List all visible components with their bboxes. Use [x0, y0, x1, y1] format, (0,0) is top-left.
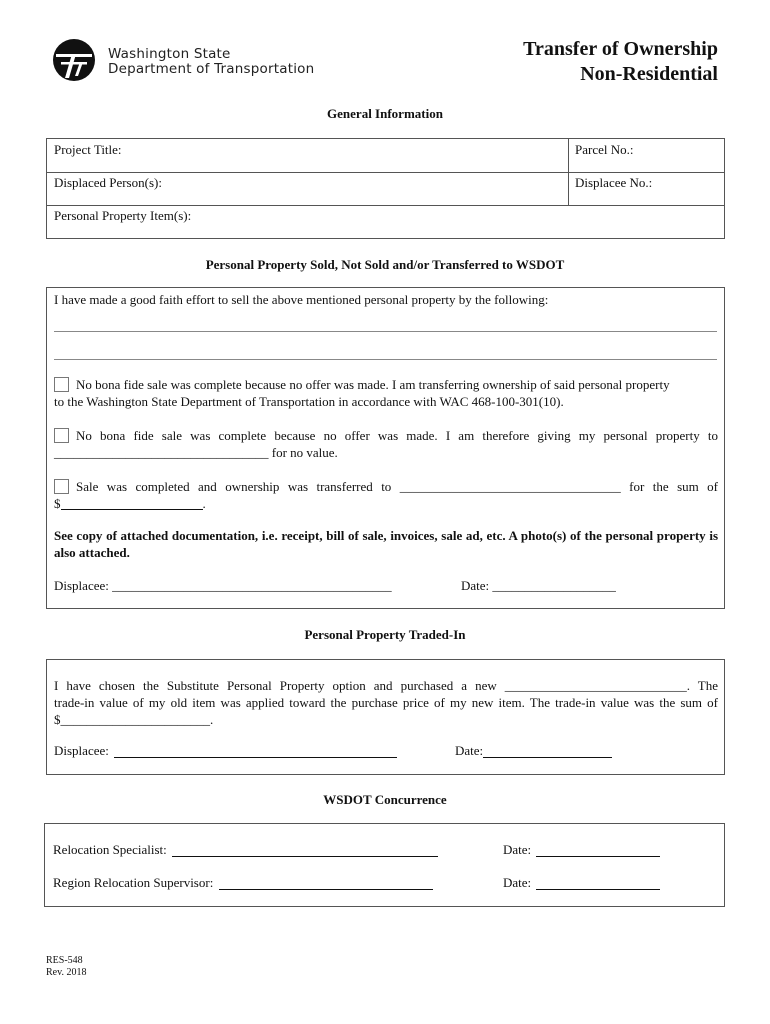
effort-line-1[interactable] [54, 331, 717, 332]
traded-date-label: Date: [455, 743, 484, 758]
sold-displacee-signature[interactable]: Displacee: ___________________________________________ [54, 578, 392, 593]
wsdot-logo-icon [52, 38, 96, 82]
option-give-line-2: _________________________________ for no value. [54, 445, 338, 460]
sale-dollar-sign: $ [54, 496, 61, 511]
option-transfer-line-2: to the Washington State Department of Transportation in accordance with WAC 468-100-301(10). [54, 394, 564, 409]
traded-displacee-label: Displacee: [54, 743, 109, 758]
form-number: RES-548 [46, 955, 83, 966]
specialist-date-field[interactable] [503, 841, 660, 858]
option-transfer-line-1: No bona fide sale was complete because no offer was made. I am transferring ownership of said personal property [76, 377, 670, 392]
supervisor-date-field[interactable] [503, 874, 660, 891]
agency-name [108, 47, 314, 77]
specialist-signature[interactable] [53, 841, 438, 858]
traded-date-field[interactable] [455, 742, 612, 759]
general-info-heading: General Information [327, 106, 443, 121]
parcel-no-field[interactable]: Parcel No.: [575, 142, 634, 157]
sale-checkbox[interactable] [54, 479, 69, 494]
title-line-2: Non-Residential [580, 63, 718, 85]
option-give-line-1: No bona fide sale was complete because no offer was made. I am therefore giving my personal property to [76, 428, 718, 443]
project-title-field[interactable]: Project Title: [54, 142, 122, 157]
general-info-table [46, 138, 725, 239]
documentation-note: See copy of attached documentation, i.e. receipt, bill of sale, invoices, sale ad, etc. A photo(s) of the personal property is also attached. [54, 528, 718, 560]
sale-period: . [202, 496, 206, 511]
effort-line-2[interactable] [54, 359, 717, 360]
traded-line-3[interactable]: $_______________________. [54, 712, 214, 727]
supervisor-label: Region Relocation Supervisor: [53, 875, 214, 890]
traded-section [46, 659, 725, 775]
sold-section [46, 287, 725, 609]
agency-line-2: Department of Transportation [108, 61, 315, 77]
specialist-label: Relocation Specialist: [53, 842, 167, 857]
option-sale [54, 478, 718, 512]
sold-date-field[interactable]: Date: ___________________ [461, 578, 616, 593]
displacee-no-field[interactable]: Displacee No.: [575, 175, 653, 190]
form-title [523, 37, 718, 87]
sold-intro: I have made a good faith effort to sell the above mentioned personal property by the following: [54, 292, 549, 307]
option-transfer [54, 376, 718, 410]
transfer-checkbox[interactable] [54, 377, 69, 392]
traded-displacee-signature[interactable] [54, 742, 397, 759]
form-revision: Rev. 2018 [46, 967, 87, 978]
form-footer [46, 955, 86, 979]
traded-line-2: trade-in value of my old item was applied toward the purchase price of my new item. The trade-in value was the sum of [54, 695, 718, 710]
displaced-persons-field[interactable]: Displaced Person(s): [54, 175, 162, 190]
concurrence-heading: WSDOT Concurrence [323, 792, 447, 807]
supervisor-signature[interactable] [53, 874, 433, 891]
concurrence-section [44, 823, 725, 907]
sold-heading: Personal Property Sold, Not Sold and/or Transferred to WSDOT [205, 257, 565, 272]
option-give [54, 427, 718, 461]
specialist-date-label: Date: [503, 842, 532, 857]
property-items-field[interactable]: Personal Property Item(s): [54, 208, 192, 223]
title-line-1: Transfer of Ownership [523, 38, 718, 60]
give-checkbox[interactable] [54, 428, 69, 443]
sale-amount-field[interactable] [61, 496, 203, 510]
option-sale-line-1: Sale was completed and ownership was transferred to __________________________________ for the sum of [76, 479, 718, 494]
traded-line-1: I have chosen the Substitute Personal Property option and purchased a new ____________________________. The [54, 678, 718, 693]
supervisor-date-label: Date: [503, 875, 532, 890]
agency-line-1: Washington State [108, 46, 231, 62]
traded-heading: Personal Property Traded-In [304, 627, 466, 642]
